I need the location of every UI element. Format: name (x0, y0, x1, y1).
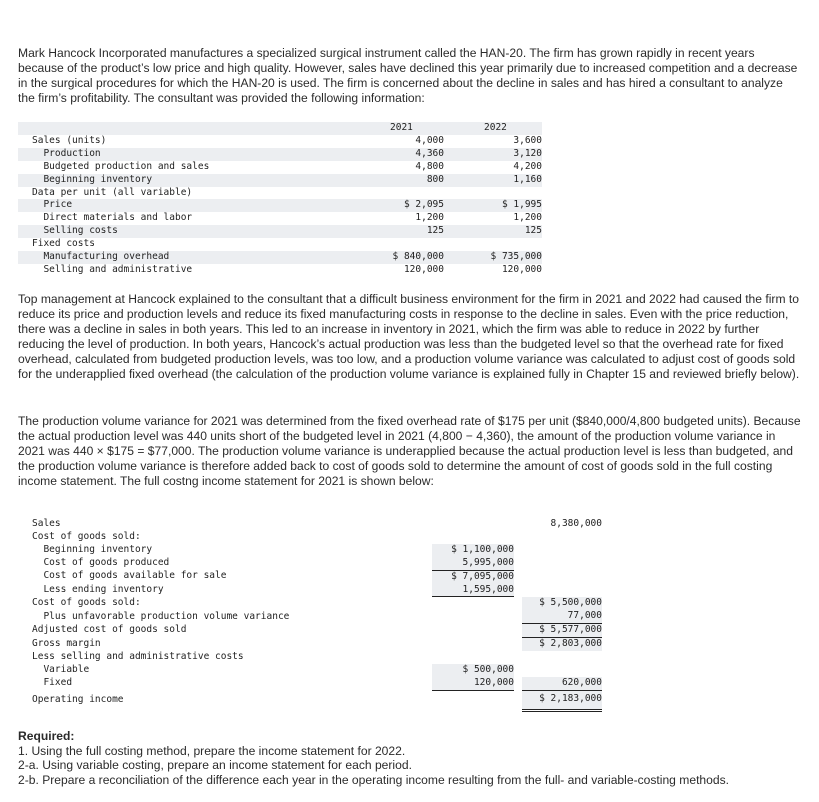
table-row: Beginning inventory 800 1,160 (18, 174, 542, 187)
table-row: Manufacturing overhead $ 840,000 $ 735,000 (18, 251, 542, 264)
table-row: Data per unit (all variable) (32, 186, 193, 198)
table-row: Operating income $ 2,183,000 (18, 690, 602, 710)
required-heading: Required: (18, 729, 75, 743)
header-2022: 2022 (456, 122, 542, 135)
table-row: Adjusted cost of goods sold $ 5,577,000 (18, 624, 602, 638)
table-row: Production 4,360 3,120 (18, 148, 542, 161)
header-2021: 2021 (358, 122, 444, 135)
table-row: Selling costs 125 125 (18, 225, 542, 238)
table-row: Beginning inventory $ 1,100,000 (32, 543, 514, 555)
table-row: Price $ 2,095 $ 1,995 (18, 199, 542, 212)
table-row: Direct materials and labor 1,200 1,200 (32, 212, 542, 224)
table-row: Less selling and administrative costs (32, 651, 244, 663)
intro-paragraph: Mark Hancock Incorporated manufactures a specialized surgical instrument called the HAN-20. The firm has grown rapidly in recent years because of the product’s low price and high quality. However, sales have declined this year primarily due to increased competition and a decrease in the surgical procedures for which the HAN-20 is used. The firm is concerned about the decline in sales and has hired a consultant to analyze the firm’s profitability. The consultant was provided the following information: (18, 46, 798, 105)
table-row: Sales (units) 4,000 3,600 (32, 134, 542, 146)
required-item-1: 1. Using the full costing method, prepare the income statement for 2022. (18, 743, 406, 758)
table-row: Cost of goods available for sale $ 7,095,000 (32, 570, 514, 582)
table-row: Plus unfavorable production volume variance 77,000 (18, 610, 602, 623)
table-row: Variable $ 500,000 (32, 663, 514, 675)
explanation-paragraph: Top management at Hancock explained to the consultant that a difficult business environment for the firm in 2021 and 2022 had caused the firm to reduce its price and production levels and reduce its fixed manufacturing costs in response to the decline in sales. Even with the price reduction, there was a decline in sales in both years. This led to an increase in inventory in 2021, which the firm was able to reduce in 2022 by further reducing the level of production. In both years, Hancock’s actual production was less than the budgeted level so that the overhead rate for fixed overhead, calculated from budgeted production levels, was too low, and a production volume variance was calculated to adjust cost of goods sold for the underapplied fixed overhead (the calculation of the production volume variance is explained fully in Chapter 15 and reviewed briefly below). (18, 292, 800, 381)
data-table-header (18, 122, 542, 135)
income-statement-table (18, 518, 602, 712)
table-row: Budgeted production and sales 4,800 4,200 (32, 160, 542, 172)
variance-paragraph: The production volume variance for 2021 was determined from the fixed overhead rate of $175 per unit ($840,000/4,800 budgeted units). Because the actual production level was 440 units short of the budgeted level in 2021 (4,800 − 4,360), the amount of the production volume variance in 2021 was 440 × $175 = $77,000. The production volume variance is underapplied because the actual production level is less than budgeted, and the production volume variance is therefore added back to cost of goods sold to determine the amount of cost of goods sold in the full costing income statement. The full costng income statement for 2021 is shown below: (18, 414, 801, 488)
table-row: Fixed costs (32, 238, 95, 250)
table-row: Fixed 120,000 620,000 (18, 677, 602, 690)
data-table (18, 122, 542, 277)
required-item-2b: 2-b. Prepare a reconciliation of the difference each year in the operating income resulting from the full- and variable-costing methods. (18, 772, 730, 787)
table-row: Cost of goods sold: (32, 530, 141, 542)
table-row: Sales 8,380,000 (32, 518, 602, 529)
table-row: Cost of goods produced 5,995,000 (18, 557, 602, 570)
table-row: Cost of goods sold: $ 5,500,000 (18, 597, 602, 610)
table-row: Less ending inventory 1,595,000 (18, 584, 602, 597)
required-section (18, 729, 808, 787)
required-item-2a: 2-a. Using variable costing, prepare an income statement for each period. (18, 758, 412, 773)
table-row: Gross margin $ 2,803,000 (32, 637, 602, 650)
table-row: Selling and administrative 120,000 120,000 (32, 263, 542, 275)
